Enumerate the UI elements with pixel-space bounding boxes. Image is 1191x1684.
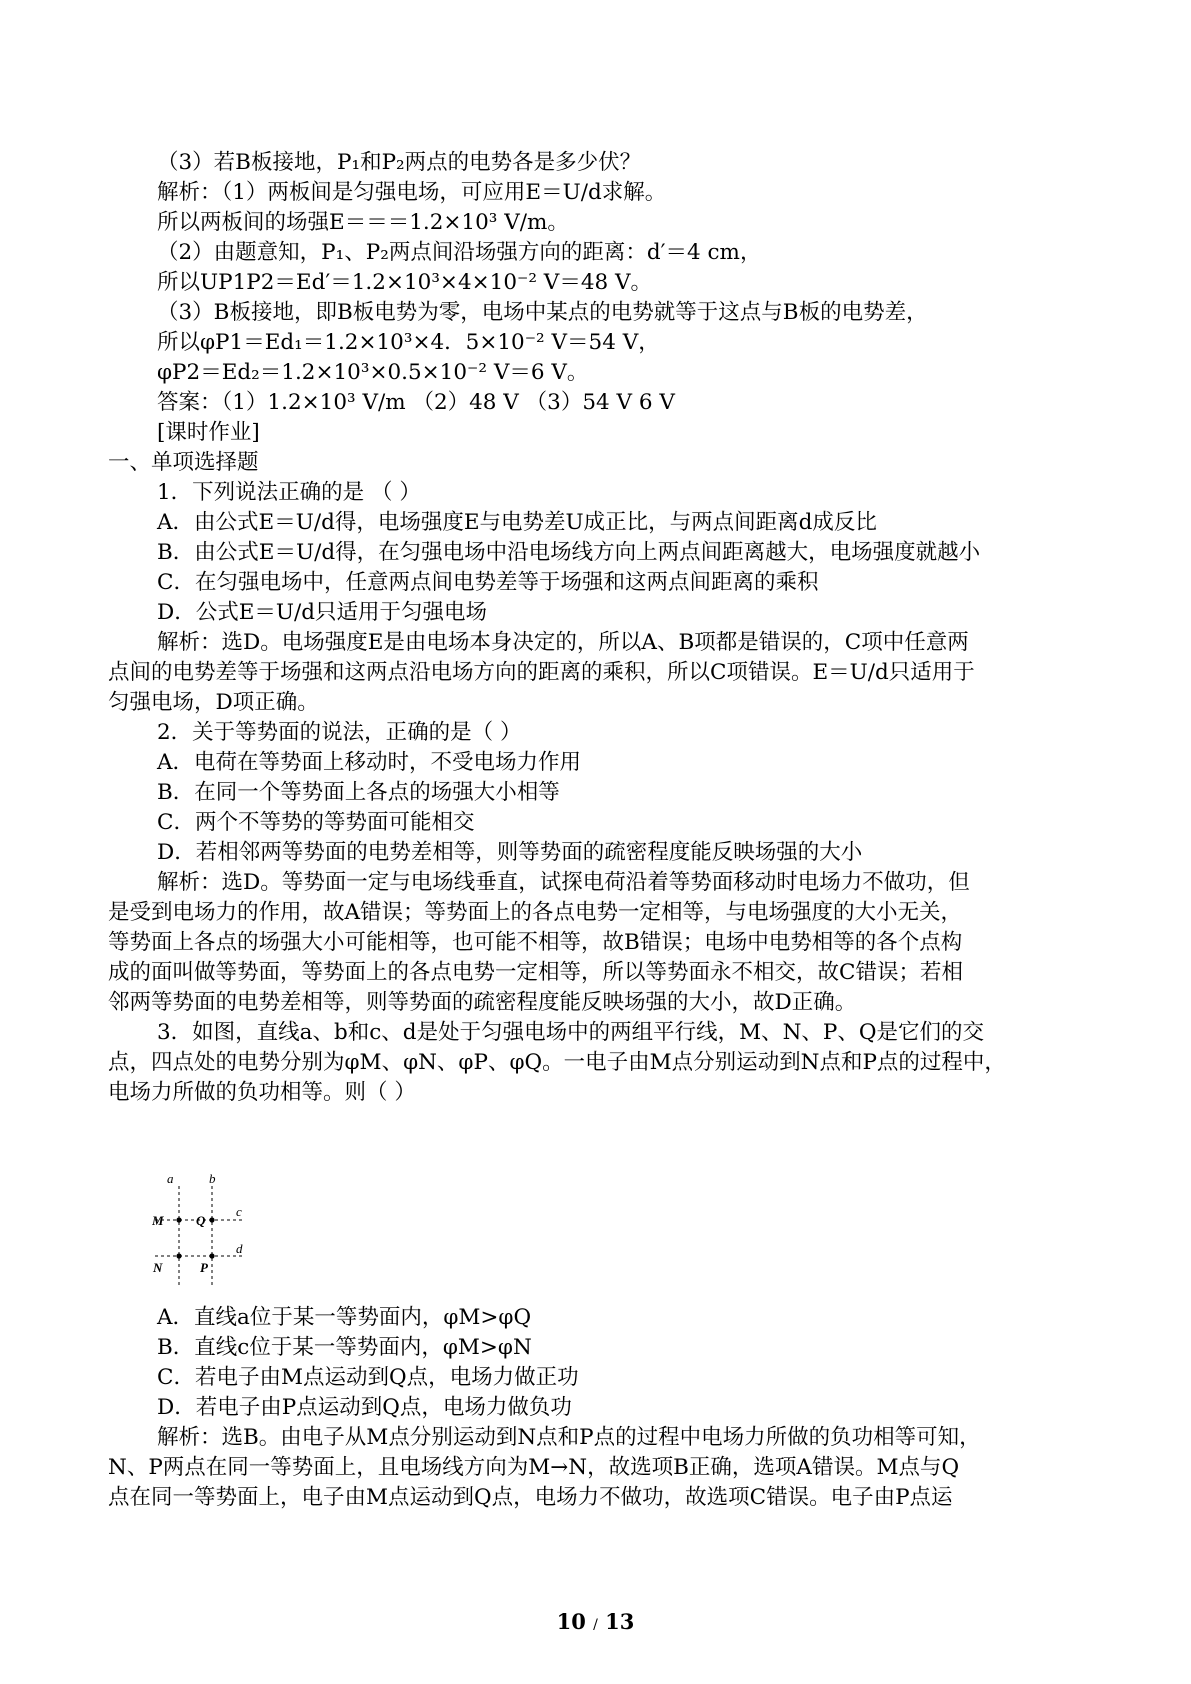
q2-option-c: C．两个不等势的等势面可能相交 [157,810,475,835]
homework-header: [课时作业] [157,420,260,445]
q3-option-a: A．直线a位于某一等势面内，φM>φQ [157,1305,532,1330]
q1-option-a: A．由公式E＝U/d得，电场强度E与电势差U成正比，与两点间距离d成反比 [157,510,877,535]
solution-line-1b: 所以两板间的场强E＝＝＝1.2×10³ V/m。 [157,210,569,235]
q1-solution-line-2: 点间的电势差等于场强和这两点沿电场方向的距离的乘积，所以C项错误。E＝U/d只适用于 [108,660,975,685]
q2-option-a: A．电荷在等势面上移动时，不受电场力作用 [157,750,582,775]
q2-option-d: D．若相邻两等势面的电势差相等，则等势面的疏密程度能反映场强的大小 [157,840,863,865]
page-separator: / [593,1617,598,1633]
q1-option-d: D．公式E＝U/d只适用于匀强电场 [157,600,488,625]
q3-option-b: B．直线c位于某一等势面内，φM>φN [157,1335,532,1360]
label-a: a [167,1174,174,1186]
q3-solution-line-3: 点在同一等势面上，电子由M点运动到Q点，电场力不做功，故选项C错误。电子由P点运 [108,1485,953,1510]
q3-solution-line-2: N、P两点在同一等势面上，且电场线方向为M→N，故选项B正确，选项A错误。M点与Q [108,1455,960,1480]
solution-line-2a: （2）由题意知，P₁、P₂两点间沿场强方向的距离：d′＝4 cm， [157,240,762,265]
q2-stem: 2．关于等势面的说法，正确的是（ ） [157,720,522,745]
q3-stem-line-1: 3．如图，直线a、b和c、d是处于匀强电场中的两组平行线，M、N、P、Q是它们的交 [157,1020,984,1045]
q2-solution-line-1: 解析：选D。等势面一定与电场线垂直，试探电荷沿着等势面移动时电场力不做功，但 [157,870,970,895]
grid-figure [152,1174,267,1286]
label-P: P [200,1260,208,1275]
q2-solution-line-2: 是受到电场力的作用，故A错误；等势面上的各点电势一定相等，与电场强度的大小无关， [108,900,963,925]
label-Q: Q [196,1213,206,1228]
point-M [176,1217,181,1222]
q3-option-d: D．若电子由P点运动到Q点，电场力做负功 [157,1395,572,1420]
section-title: 一、单项选择题 [108,450,259,475]
q2-option-b: B．在同一个等势面上各点的场强大小相等 [157,780,560,805]
label-c: c [236,1204,242,1219]
solution-line-3c: φP2＝Ed₂＝1.2×10³×0.5×10⁻² V＝6 V。 [157,360,589,385]
point-P [209,1253,214,1258]
q1-option-b: B．由公式E＝U/d得，在匀强电场中沿电场线方向上两点间距离越大，电场强度就越小 [157,540,981,565]
page-number [0,1609,1191,1634]
point-N [176,1253,181,1258]
solution-line-3a: （3）B板接地，即B板电势为零，电场中某点的电势就等于这点与B板的电势差， [157,300,928,325]
q3-stem-line-3: 电场力所做的负功相等。则（ ） [108,1080,416,1105]
solution-line-3b: 所以φP1＝Ed₁＝1.2×10³×4．5×10⁻² V＝54 V， [157,330,660,355]
q1-solution-line-1: 解析：选D。电场强度E是由电场本身决定的，所以A、B项都是错误的，C项中任意两 [157,630,969,655]
q1-option-c: C．在匀强电场中，任意两点间电势差等于场强和这两点间距离的乘积 [157,570,819,595]
q2-solution-line-4: 成的面叫做等势面，等势面上的各点电势一定相等，所以等势面永不相交，故C错误；若相 [108,960,963,985]
q3-solution-line-1: 解析：选B。由电子从M点分别运动到N点和P点的过程中电场力所做的负功相等可知， [157,1425,981,1450]
q2-solution-line-5: 邻两等势面的电势差相等，则等势面的疏密程度能反映场强的大小，故D正确。 [108,990,857,1015]
label-b: b [209,1174,216,1186]
page-current: 10 [556,1609,586,1634]
solution-line-2b: 所以UP1P2＝Ed′＝1.2×10³×4×10⁻² V＝48 V。 [157,270,653,295]
q1-stem: 1．下列说法正确的是 （ ） [157,480,421,505]
q1-solution-line-3: 匀强电场，D项正确。 [108,690,319,715]
page-total: 13 [605,1609,635,1634]
label-d: d [236,1241,243,1256]
label-M: M [152,1213,164,1228]
point-Q [209,1217,214,1222]
q3-option-c: C．若电子由M点运动到Q点，电场力做正功 [157,1365,579,1390]
answer-line: 答案：（1）1.2×10³ V/m （2）48 V （3）54 V 6 V [157,390,675,415]
q3-part3-line: （3）若B板接地，P₁和P₂两点的电势各是多少伏？ [157,150,642,175]
q3-stem-line-2: 点，四点处的电势分别为φM、φN、φP、φQ。一电子由M点分别运动到N点和P点的过程中， [108,1050,1006,1075]
solution-line-1a: 解析：（1）两板间是匀强电场，可应用E＝U/d求解。 [157,180,667,205]
label-N: N [153,1260,163,1275]
q2-solution-line-3: 等势面上各点的场强大小可能相等，也可能不相等，故B错误；电场中电势相等的各个点构 [108,930,963,955]
